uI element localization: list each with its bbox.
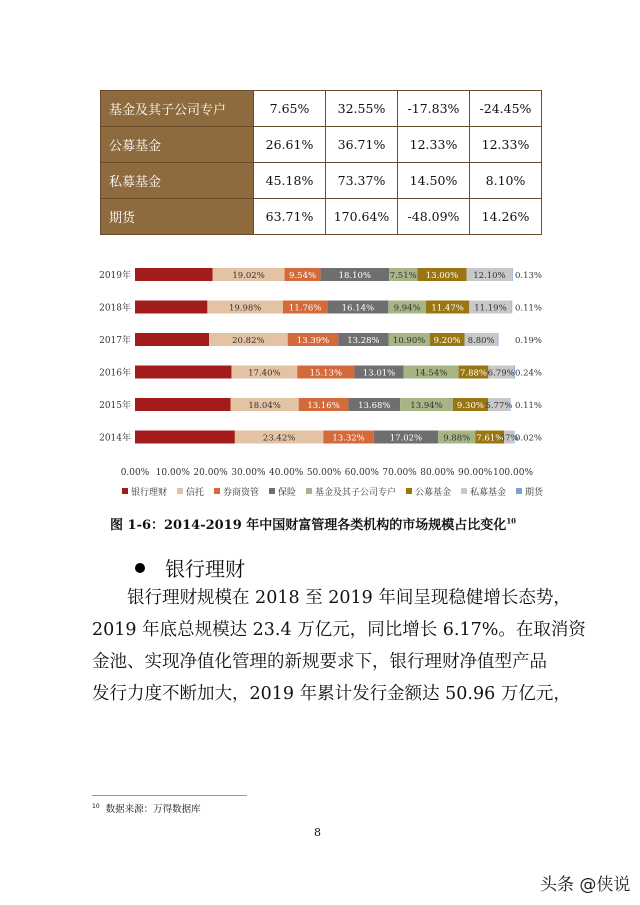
cell: 32.55% bbox=[326, 91, 398, 127]
body-paragraph bbox=[92, 582, 586, 710]
data-label: 11.47% bbox=[431, 303, 464, 314]
data-label: 16.14% bbox=[341, 303, 375, 314]
x-tick-label: 10.00% bbox=[155, 468, 190, 478]
bar-segment bbox=[498, 333, 499, 346]
data-label: 19.02% bbox=[232, 271, 265, 281]
data-label: 18.04% bbox=[248, 401, 281, 411]
data-label: 10.90% bbox=[392, 336, 426, 346]
category-label: 2018年 bbox=[99, 303, 131, 314]
x-tick-label: 0.00% bbox=[120, 468, 150, 478]
data-label: 23.42% bbox=[262, 433, 296, 444]
category-label: 2014年 bbox=[99, 433, 131, 444]
category-label: 2017年 bbox=[99, 336, 131, 346]
data-label: 0.19% bbox=[515, 336, 543, 346]
caption-footnote-ref: 10 bbox=[506, 516, 517, 526]
x-tick-label: 70.00% bbox=[382, 468, 417, 478]
legend-swatch bbox=[177, 488, 183, 494]
page-number: 8 bbox=[314, 826, 321, 839]
data-label: 11.19% bbox=[474, 303, 507, 314]
cell: 8.10% bbox=[470, 163, 542, 199]
cell: -48.09% bbox=[398, 199, 470, 235]
legend-swatch bbox=[406, 488, 412, 494]
cell: 12.33% bbox=[398, 127, 470, 163]
growth-table bbox=[100, 90, 542, 235]
legend-label: 券商资管 bbox=[223, 488, 260, 498]
cell: 14.50% bbox=[398, 163, 470, 199]
x-tick-label: 80.00% bbox=[420, 468, 455, 478]
data-label: 17.40% bbox=[248, 368, 281, 379]
row-label: 基金及其子公司专户 bbox=[101, 91, 254, 127]
cell: 26.61% bbox=[254, 127, 326, 163]
data-label: 19.98% bbox=[228, 303, 262, 314]
data-label: 14.54% bbox=[414, 368, 448, 379]
bar-segment bbox=[135, 268, 213, 281]
cell: -17.83% bbox=[398, 91, 470, 127]
category-label: 2015年 bbox=[99, 401, 131, 411]
data-label: 9.30% bbox=[456, 401, 484, 411]
legend-label: 银行理财 bbox=[131, 488, 168, 498]
caption-text: 图 1-6：2014-2019 年中国财富管理各类机构的市场规模占比变化 bbox=[110, 518, 507, 533]
data-label: 9.54% bbox=[289, 271, 317, 281]
figure-caption bbox=[110, 514, 516, 533]
data-label: 7.88% bbox=[459, 368, 487, 379]
footnote bbox=[92, 801, 201, 815]
data-label: 9.94% bbox=[393, 303, 421, 314]
bar-segment bbox=[135, 333, 209, 346]
legend-swatch bbox=[516, 488, 522, 494]
bar-segment bbox=[135, 366, 231, 379]
data-label: 9.20% bbox=[433, 336, 461, 346]
data-label: 0.11% bbox=[515, 401, 543, 411]
data-label: 0.24% bbox=[515, 368, 543, 379]
footnote-divider bbox=[92, 795, 247, 796]
cell: 63.71% bbox=[254, 199, 326, 235]
cell: 14.26% bbox=[470, 199, 542, 235]
row-label: 期货 bbox=[101, 199, 254, 235]
x-tick-label: 90.00% bbox=[458, 468, 493, 478]
footnote-text: 数据来源：万得数据库 bbox=[105, 804, 201, 815]
data-label: 0.13% bbox=[515, 271, 543, 281]
row-label: 公募基金 bbox=[101, 127, 254, 163]
watermark: 头条 @侠说 bbox=[540, 875, 631, 895]
bullet-icon bbox=[135, 563, 145, 573]
cell: 7.65% bbox=[254, 91, 326, 127]
cell: 45.18% bbox=[254, 163, 326, 199]
bar-segment bbox=[135, 301, 207, 314]
x-tick-label: 50.00% bbox=[306, 468, 342, 478]
x-tick-label: 40.00% bbox=[269, 468, 304, 478]
legend-label: 保险 bbox=[278, 488, 297, 498]
data-label: 57% bbox=[499, 433, 519, 444]
legend-label: 公募基金 bbox=[415, 488, 452, 498]
row-label: 私募基金 bbox=[101, 163, 254, 199]
data-label: 7.51% bbox=[389, 271, 417, 281]
table-row bbox=[101, 199, 542, 235]
data-label: 13.28% bbox=[347, 336, 380, 346]
bar-segment bbox=[512, 268, 513, 281]
data-label: 11.76% bbox=[288, 303, 322, 314]
data-label: 6.79% bbox=[487, 368, 515, 379]
data-label: 7.61% bbox=[476, 433, 504, 444]
table-row bbox=[101, 127, 542, 163]
data-label: 0.02% bbox=[515, 433, 543, 444]
footnote-number: 10 bbox=[92, 802, 100, 810]
data-label: 13.01% bbox=[362, 368, 396, 379]
data-label: 13.39% bbox=[296, 336, 330, 346]
bar-segment bbox=[510, 398, 511, 411]
cell: 73.37% bbox=[326, 163, 398, 199]
legend-swatch bbox=[122, 488, 128, 494]
paragraph-line: 发行力度不断加大，2019 年累计发行金额达 50.96 万亿元， bbox=[92, 684, 571, 704]
section-title: 银行理财 bbox=[165, 557, 245, 581]
data-label: 13.94% bbox=[410, 401, 443, 411]
bar-segment bbox=[135, 398, 231, 411]
data-label: 5.77% bbox=[485, 401, 513, 411]
data-label: 13.68% bbox=[358, 401, 391, 411]
bar-segment bbox=[135, 431, 235, 444]
data-label: 12.10% bbox=[473, 271, 506, 281]
paragraph-line: 金池、实现净值化管理的新规要求下，银行理财净值型产品 bbox=[92, 652, 547, 672]
legend-label: 私募基金 bbox=[470, 488, 507, 498]
x-tick-label: 60.00% bbox=[344, 468, 379, 478]
legend-swatch bbox=[269, 488, 275, 494]
legend-swatch bbox=[306, 488, 312, 494]
data-label: 15.13% bbox=[309, 368, 343, 379]
x-tick-label: 20.00% bbox=[193, 468, 228, 478]
legend-label: 基金及其子公司专户 bbox=[315, 488, 397, 498]
data-label: 9.88% bbox=[443, 433, 471, 444]
section-heading bbox=[135, 553, 245, 582]
data-label: 13.16% bbox=[307, 401, 340, 411]
paragraph-line: 银行理财规模在 2018 至 2019 年间呈现稳健增长态势， bbox=[127, 588, 571, 608]
category-label: 2016年 bbox=[99, 368, 131, 379]
x-tick-label: 100.00% bbox=[492, 468, 534, 478]
cell: -24.45% bbox=[470, 91, 542, 127]
legend-label: 期货 bbox=[525, 488, 544, 498]
x-tick-label: 30.00% bbox=[231, 468, 266, 478]
data-label: 13.32% bbox=[332, 433, 365, 444]
cell: 12.33% bbox=[470, 127, 542, 163]
cell: 36.71% bbox=[326, 127, 398, 163]
cell: 170.64% bbox=[326, 199, 398, 235]
legend-swatch bbox=[461, 488, 467, 494]
data-label: 18.10% bbox=[338, 271, 372, 281]
data-label: 0.11% bbox=[515, 303, 543, 314]
data-label: 17.02% bbox=[389, 433, 423, 444]
table-row bbox=[101, 163, 542, 199]
data-label: 20.82% bbox=[232, 336, 265, 346]
legend-label: 信托 bbox=[186, 488, 205, 498]
bar-segment bbox=[512, 301, 513, 314]
stacked-bar-chart bbox=[90, 258, 544, 498]
data-label: 13.00% bbox=[425, 271, 459, 281]
data-label: 8.80% bbox=[467, 336, 495, 346]
legend-swatch bbox=[214, 488, 220, 494]
category-label: 2019年 bbox=[99, 271, 131, 281]
table-row bbox=[101, 91, 542, 127]
paragraph-line: 2019 年底总规模达 23.4 万亿元，同比增长 6.17%。在取消资 bbox=[92, 620, 586, 640]
